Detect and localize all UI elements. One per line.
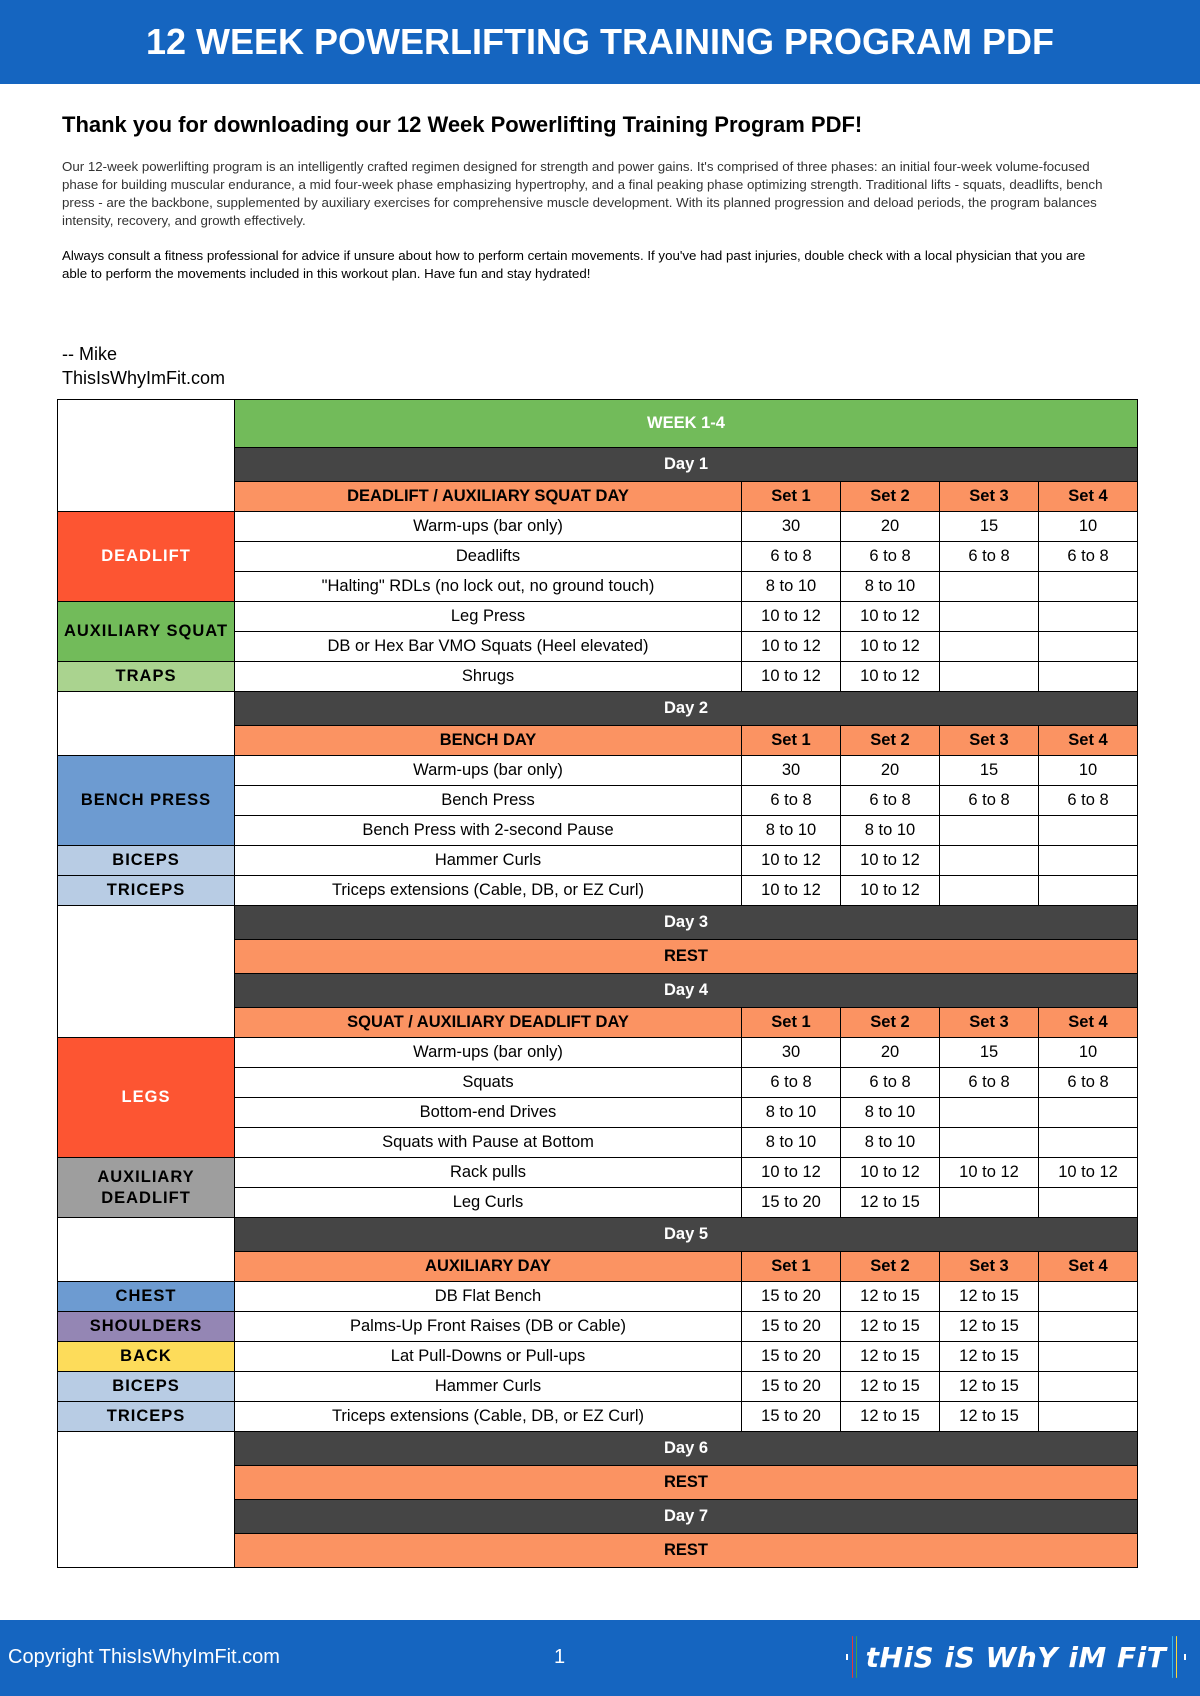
reps-cell: [1039, 632, 1138, 662]
reps-cell: [1039, 1402, 1138, 1432]
category-label: BENCH PRESS: [58, 756, 235, 846]
day-title: BENCH DAY: [235, 726, 742, 756]
reps-cell: 15 to 20: [742, 1372, 841, 1402]
reps-cell: 6 to 8: [1039, 1068, 1138, 1098]
table-row: [58, 602, 1138, 632]
blank-cell: [58, 1218, 235, 1282]
reps-cell: 8 to 10: [841, 572, 940, 602]
category-label: SHOULDERS: [58, 1312, 235, 1342]
exercise-name: Deadlifts: [235, 542, 742, 572]
reps-cell: 12 to 15: [940, 1282, 1039, 1312]
category-label: BACK: [58, 1342, 235, 1372]
table-row: [58, 1372, 1138, 1402]
table-row: [58, 692, 1138, 726]
day-header: Day 6: [235, 1432, 1138, 1466]
reps-cell: 6 to 8: [742, 1068, 841, 1098]
reps-cell: 30: [742, 756, 841, 786]
rest-label: REST: [235, 1466, 1138, 1500]
exercise-name: Hammer Curls: [235, 846, 742, 876]
blank-cell: [58, 400, 235, 512]
day-header: Day 4: [235, 974, 1138, 1008]
set-header: Set 3: [940, 726, 1039, 756]
reps-cell: [940, 662, 1039, 692]
category-label: DEADLIFT: [58, 512, 235, 602]
reps-cell: 15 to 20: [742, 1282, 841, 1312]
exercise-name: Palms-Up Front Raises (DB or Cable): [235, 1312, 742, 1342]
reps-cell: 6 to 8: [940, 1068, 1039, 1098]
reps-cell: 10: [1039, 756, 1138, 786]
intro-paragraph-description: Our 12-week powerlifting program is an intelligently crafted regimen designed for strength and power gains. It's comprised of three phases: an initial four-week volume-focused phase for building muscular endurance, a mid four-week phase emphasizing hypertrophy, and a final peaking phase optimizing strength. Traditional lifts - squats, deadlifts, bench press - are the backbone, supplemented by auxiliary exercises for comprehensive muscle development. With its planned progression and deload periods, the program balances intensity, recovery, and growth effectively.: [62, 159, 1103, 228]
reps-cell: 6 to 8: [841, 786, 940, 816]
exercise-name: DB or Hex Bar VMO Squats (Heel elevated): [235, 632, 742, 662]
exercise-name: Lat Pull-Downs or Pull-ups: [235, 1342, 742, 1372]
set-header: Set 1: [742, 726, 841, 756]
set-header: Set 4: [1039, 1008, 1138, 1038]
reps-cell: 15: [940, 512, 1039, 542]
logo-bar-icon: [856, 1636, 857, 1678]
exercise-name: Bottom-end Drives: [235, 1098, 742, 1128]
day-header: Day 2: [235, 692, 1138, 726]
reps-cell: 12 to 15: [841, 1312, 940, 1342]
reps-cell: [1039, 602, 1138, 632]
exercise-name: Rack pulls: [235, 1158, 742, 1188]
reps-cell: 12 to 15: [841, 1188, 940, 1218]
table-row: [58, 512, 1138, 542]
page-footer: [0, 1620, 1200, 1696]
reps-cell: 12 to 15: [841, 1342, 940, 1372]
reps-cell: 6 to 8: [940, 786, 1039, 816]
reps-cell: [940, 1128, 1039, 1158]
reps-cell: 6 to 8: [1039, 786, 1138, 816]
exercise-name: Shrugs: [235, 662, 742, 692]
category-label: LEGS: [58, 1038, 235, 1158]
exercise-name: Warm-ups (bar only): [235, 1038, 742, 1068]
site-logo: [842, 1633, 1190, 1681]
set-header: Set 2: [841, 726, 940, 756]
table-row: [58, 1342, 1138, 1372]
reps-cell: 8 to 10: [742, 816, 841, 846]
logo-bar-icon: [1172, 1636, 1173, 1678]
table-row: [58, 1312, 1138, 1342]
program-table: [57, 399, 1138, 1568]
exercise-name: Bench Press: [235, 786, 742, 816]
logo-dash-left: [846, 1654, 848, 1660]
day-title: AUXILIARY DAY: [235, 1252, 742, 1282]
table-row: [58, 756, 1138, 786]
exercise-name: Leg Press: [235, 602, 742, 632]
category-label: BICEPS: [58, 1372, 235, 1402]
logo-dash-right: [1184, 1654, 1186, 1660]
reps-cell: 10 to 12: [841, 846, 940, 876]
reps-cell: 10 to 12: [742, 662, 841, 692]
reps-cell: 20: [841, 1038, 940, 1068]
blank-cell: [58, 906, 235, 1038]
reps-cell: 8 to 10: [742, 1128, 841, 1158]
reps-cell: 12 to 15: [841, 1372, 940, 1402]
reps-cell: [940, 572, 1039, 602]
reps-cell: 6 to 8: [841, 1068, 940, 1098]
page-number: 1: [554, 1646, 566, 1668]
category-label: CHEST: [58, 1282, 235, 1312]
reps-cell: 12 to 15: [940, 1402, 1039, 1432]
table-row: [58, 906, 1138, 940]
reps-cell: [1039, 1188, 1138, 1218]
table-row: [58, 846, 1138, 876]
table-row: [58, 1402, 1138, 1432]
reps-cell: [940, 632, 1039, 662]
reps-cell: [1039, 1372, 1138, 1402]
intro-heading: Thank you for downloading our 12 Week Powerlifting Training Program PDF!: [62, 112, 863, 137]
set-header: Set 1: [742, 482, 841, 512]
reps-cell: 15 to 20: [742, 1342, 841, 1372]
reps-cell: [940, 1188, 1039, 1218]
reps-cell: [1039, 572, 1138, 602]
reps-cell: [1039, 816, 1138, 846]
reps-cell: 12 to 15: [940, 1342, 1039, 1372]
exercise-name: Squats with Pause at Bottom: [235, 1128, 742, 1158]
reps-cell: 15 to 20: [742, 1312, 841, 1342]
intro-section: [62, 112, 1112, 300]
reps-cell: 8 to 10: [841, 1098, 940, 1128]
reps-cell: 10: [1039, 1038, 1138, 1068]
reps-cell: [1039, 1342, 1138, 1372]
reps-cell: [1039, 876, 1138, 906]
reps-cell: [940, 1098, 1039, 1128]
exercise-name: Hammer Curls: [235, 1372, 742, 1402]
exercise-name: Triceps extensions (Cable, DB, or EZ Curl): [235, 1402, 742, 1432]
set-header: Set 1: [742, 1008, 841, 1038]
reps-cell: [1039, 1128, 1138, 1158]
reps-cell: 15: [940, 1038, 1039, 1068]
day-header: Day 5: [235, 1218, 1138, 1252]
set-header: Set 1: [742, 1252, 841, 1282]
exercise-name: DB Flat Bench: [235, 1282, 742, 1312]
reps-cell: [1039, 1098, 1138, 1128]
rest-label: REST: [235, 940, 1138, 974]
table-row: [58, 662, 1138, 692]
copyright-text: Copyright ThisIsWhyImFit.com: [8, 1646, 280, 1668]
table-row: [58, 1038, 1138, 1068]
intro-paragraph-disclaimer: Always consult a fitness professional for advice if unsure about how to perform certain movements. If you've had past injuries, double check with a local physician that you are able to perform the movements included in this workout plan. Have fun and stay hydrated!: [62, 248, 1086, 281]
reps-cell: 12 to 15: [940, 1312, 1039, 1342]
page-title: 12 WEEK POWERLIFTING TRAINING PROGRAM PDF: [145, 21, 1054, 62]
reps-cell: [1039, 662, 1138, 692]
reps-cell: 12 to 15: [940, 1372, 1039, 1402]
set-header: Set 2: [841, 1008, 940, 1038]
reps-cell: 10: [1039, 512, 1138, 542]
reps-cell: 10 to 12: [742, 602, 841, 632]
set-header: Set 3: [940, 1252, 1039, 1282]
reps-cell: [940, 876, 1039, 906]
reps-cell: 20: [841, 756, 940, 786]
signature-name: -- Mike: [62, 344, 117, 364]
reps-cell: [1039, 1312, 1138, 1342]
set-header: Set 3: [940, 1008, 1039, 1038]
table-row: [58, 1282, 1138, 1312]
set-header: Set 4: [1039, 1252, 1138, 1282]
exercise-name: Triceps extensions (Cable, DB, or EZ Curl): [235, 876, 742, 906]
reps-cell: 30: [742, 1038, 841, 1068]
reps-cell: 10 to 12: [1039, 1158, 1138, 1188]
exercise-name: Leg Curls: [235, 1188, 742, 1218]
set-header: Set 4: [1039, 482, 1138, 512]
category-label: TRICEPS: [58, 876, 235, 906]
rest-label: REST: [235, 1534, 1138, 1568]
logo-text: tHiS iS WhY iM FiT: [865, 1640, 1167, 1674]
reps-cell: 30: [742, 512, 841, 542]
reps-cell: 10 to 12: [742, 1158, 841, 1188]
reps-cell: 10 to 12: [841, 602, 940, 632]
category-label: TRICEPS: [58, 1402, 235, 1432]
day-header: Day 3: [235, 906, 1138, 940]
day-header: Day 1: [235, 448, 1138, 482]
page-header: [0, 0, 1200, 84]
reps-cell: 10 to 12: [742, 876, 841, 906]
reps-cell: 12 to 15: [841, 1282, 940, 1312]
logo-bar-icon: [1176, 1636, 1177, 1678]
set-header: Set 4: [1039, 726, 1138, 756]
set-header: Set 3: [940, 482, 1039, 512]
day-title: SQUAT / AUXILIARY DEADLIFT DAY: [235, 1008, 742, 1038]
table-row: [58, 1218, 1138, 1252]
reps-cell: 20: [841, 512, 940, 542]
category-label: BICEPS: [58, 846, 235, 876]
table-row: [58, 1158, 1138, 1188]
reps-cell: 10 to 12: [940, 1158, 1039, 1188]
reps-cell: 15 to 20: [742, 1402, 841, 1432]
reps-cell: 6 to 8: [940, 542, 1039, 572]
table-row: [58, 400, 1138, 448]
reps-cell: [940, 816, 1039, 846]
table-row: [58, 876, 1138, 906]
reps-cell: 15: [940, 756, 1039, 786]
reps-cell: 10 to 12: [841, 662, 940, 692]
day-header: Day 7: [235, 1500, 1138, 1534]
blank-cell: [58, 1432, 235, 1568]
reps-cell: [1039, 846, 1138, 876]
exercise-name: Warm-ups (bar only): [235, 756, 742, 786]
reps-cell: 8 to 10: [841, 816, 940, 846]
reps-cell: 10 to 12: [742, 846, 841, 876]
category-label: AUXILIARY DEADLIFT: [58, 1158, 235, 1218]
signature: [62, 342, 225, 390]
reps-cell: 10 to 12: [841, 632, 940, 662]
reps-cell: 12 to 15: [841, 1402, 940, 1432]
day-title: DEADLIFT / AUXILIARY SQUAT DAY: [235, 482, 742, 512]
week-title: WEEK 1-4: [235, 400, 1138, 448]
table-row: [58, 1432, 1138, 1466]
exercise-name: Squats: [235, 1068, 742, 1098]
reps-cell: 10 to 12: [841, 1158, 940, 1188]
reps-cell: 8 to 10: [841, 1128, 940, 1158]
reps-cell: 10 to 12: [841, 876, 940, 906]
reps-cell: [1039, 1282, 1138, 1312]
exercise-name: Bench Press with 2-second Pause: [235, 816, 742, 846]
reps-cell: 6 to 8: [742, 786, 841, 816]
category-label: AUXILIARY SQUAT: [58, 602, 235, 662]
reps-cell: [940, 602, 1039, 632]
reps-cell: 8 to 10: [742, 572, 841, 602]
exercise-name: Warm-ups (bar only): [235, 512, 742, 542]
exercise-name: "Halting" RDLs (no lock out, no ground touch): [235, 572, 742, 602]
set-header: Set 2: [841, 1252, 940, 1282]
reps-cell: 6 to 8: [742, 542, 841, 572]
reps-cell: 6 to 8: [1039, 542, 1138, 572]
reps-cell: 10 to 12: [742, 632, 841, 662]
logo-bar-icon: [852, 1636, 853, 1678]
reps-cell: 15 to 20: [742, 1188, 841, 1218]
category-label: TRAPS: [58, 662, 235, 692]
signature-site: ThisIsWhyImFit.com: [62, 368, 226, 388]
reps-cell: 8 to 10: [742, 1098, 841, 1128]
reps-cell: [940, 846, 1039, 876]
set-header: Set 2: [841, 482, 940, 512]
blank-cell: [58, 692, 235, 756]
reps-cell: 6 to 8: [841, 542, 940, 572]
